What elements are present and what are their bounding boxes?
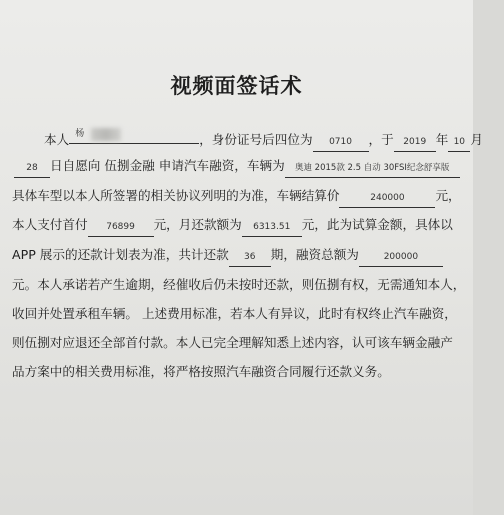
redaction-blur <box>91 128 121 141</box>
text-segment: 元，月还款额为 <box>153 217 242 232</box>
statement-line-4 <box>12 214 472 238</box>
text-segment: 本人支付首付 <box>12 217 88 232</box>
name-field <box>69 127 199 144</box>
text-segment: APP 展示的还款计划表为准，共计还款 <box>12 247 229 262</box>
vehicle-field: 奥迪 2015款 2.5 自动 30FSI纪念舒享版 <box>285 161 460 178</box>
text-segment: ，于 <box>368 132 394 147</box>
text-segment: 期，融资总额为 <box>270 247 359 262</box>
text-segment: 日自愿向 伍捌金融 申请汽车融资，车辆为 <box>50 158 285 173</box>
statement-line-5 <box>12 244 472 268</box>
text-segment: ，身份证号后四位为 <box>199 132 313 147</box>
id-last4-field: 0710 <box>313 135 369 152</box>
month-field: 10 <box>448 135 470 152</box>
name-value: 杨 <box>75 129 85 139</box>
text-segment: 年 <box>435 132 449 147</box>
text-segment: 元， <box>435 188 461 203</box>
paragraph-line: 收回并处置承租车辆。 上述费用标准，若本人有异议，此时有权终止汽车融资， <box>12 306 457 321</box>
statement-line-2 <box>14 155 474 179</box>
paragraph-line: 品方案中的相关费用标准，将严格按照汽车融资合同履行还款义务。 <box>12 364 390 379</box>
text-segment: 本人 <box>44 132 70 147</box>
page-title: 视频面签话术 <box>170 74 303 98</box>
total-financing-field: 200000 <box>359 250 443 267</box>
text-segment: 元，此为试算金额，具体以 <box>301 217 453 232</box>
down-payment-field: 76899 <box>88 220 154 237</box>
text-segment: 月 <box>470 132 483 147</box>
text-segment: 具体车型以本人所签署的相关协议列明的为准，车辆结算价 <box>12 188 340 203</box>
statement-line-1 <box>44 127 504 151</box>
day-field: 28 <box>14 161 50 178</box>
statement-line-3 <box>12 185 472 209</box>
paragraph-line: 则伍捌对应退还全部首付款。本人已完全理解知悉上述内容，认可该车辆金融产 <box>12 335 453 350</box>
periods-field: 36 <box>229 250 271 267</box>
price-field: 240000 <box>339 191 435 208</box>
monthly-payment-field: 6313.51 <box>242 220 302 237</box>
year-field: 2019 <box>394 135 436 152</box>
paragraph-line: 元。本人承诺若产生逾期，经催收后仍未按时还款，则伍捌有权，无需通知本人， <box>12 277 466 292</box>
